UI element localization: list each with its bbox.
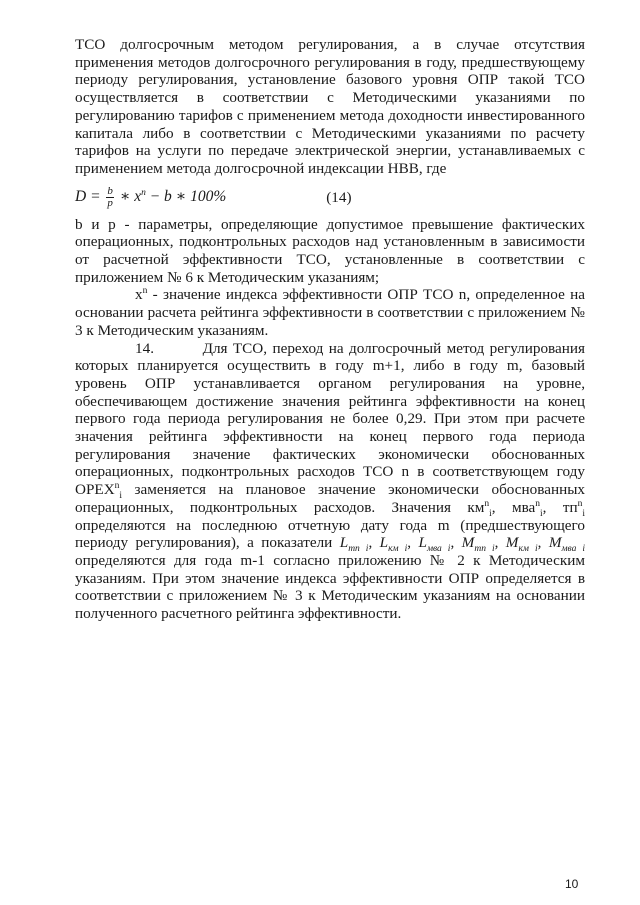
symbol-x-exponent: n <box>142 286 148 297</box>
paragraph-3 <box>75 286 585 339</box>
m-km-symbol: $M_{км i}$ <box>505 534 538 555</box>
km-symbol: км <box>467 498 485 516</box>
paragraph-4-part-b: заменяется на плановое значение экономически обоснованных операционных, подконтрольных расходов. Значения <box>75 481 585 516</box>
opex-symbol: OPEX <box>75 481 115 499</box>
formula-expression: D = $\frac{b}{p}$ ∗ $x^n - b$ ∗ 100% <box>75 185 227 210</box>
document-page <box>75 36 585 623</box>
mva-symbol: мва <box>511 498 536 516</box>
l-tp-symbol: $L_{тп i}$ <box>339 534 369 555</box>
fraction-b-over-p: $\frac{b}{p}$ <box>107 185 113 210</box>
symbol-x: x <box>135 286 143 304</box>
l-km-symbol: $L_{км i}$ <box>379 534 408 555</box>
equation-number: (14) <box>326 188 352 206</box>
paragraph-3-text: - значение индекса эффективности ОПР ТСО n, определенное на основании расчета рейтинга эффективности в соответствии с приложением № 3 к Методическим указаниям. <box>75 286 585 339</box>
paragraph-4-part-a: Для ТСО, переход на долгосрочный метод регулирования которых планируется осуществить в году m+1, либо в году m, базовый уровень ОПР устанавливается органом регулирования на уровне, обеспечивающем достижение значения рейтинга эффективности на конец первого года периода регулирования не более 0,29. При этом при расчете значения рейтинга эффективности на конец первого года периода регулирования значение фактических экономически обоснованных операционных, подконтрольных расходов ТСО n в соответствующем году <box>75 339 586 481</box>
paragraph-4-part-c: определяются на последнюю отчетную дату года m (предшествующего периоду регулирования), а показатели <box>75 516 585 552</box>
m-tp-symbol: $M_{тп i}$ <box>461 534 495 555</box>
page-number: 10 <box>565 877 579 891</box>
paragraph-2: b и p - параметры, определяющие допустимое превышение фактических операционных, подконтрольных расходов над установленным в зависимости от расчетной эффективности ТСО, установленные в соответствии с приложением № 6 к Методическим указаниям; <box>75 215 585 286</box>
tp-symbol: тп <box>562 498 578 516</box>
paragraph-1: ТСО долгосрочным методом регулирования, а в случае отсутствия применения методов долгосрочного регулирования в году, предшествующему периоду регулирования, установление базового уровня ОПР такой ТСО осуществляется в соответствии с Методическими указаниями по регулированию тарифов с применением метода доходности инвестированного капитала либо в соответствии с Методическими указаниями по расчету тарифов на услуги по передаче электрической энергии, устанавливаемых с применением метода долгосрочной индексации НВВ, где <box>75 36 585 177</box>
paragraph-4-part-d: определяются для года m-1 согласно приложению № 2 к Методическим указаниям. При этом значение индекса эффективности ОПР определяется в соответствии с приложением № 3 к Методическим указаниям на основании полученного расчетного рейтинга эффективности. <box>75 551 585 623</box>
l-mva-symbol: $L_{мва i}$ <box>418 534 451 555</box>
paragraph-4: 14. Для ТСО, переход на долгосрочный метод регулирования которых планируется осуществить в году m+1, либо в году m, базовый уровень ОПР устанавливается органом регулирования на уровне, обеспечивающем достижение значения рейтинга эффективности на конец первого года периода регулирования не более 0,29. При этом при расчете значения рейтинга эффективности на конец первого года периода регулирования значение фактических экономически обоснованных операционных, подконтрольных расходов ТСО n в соответствующем году $OPEX^n_i$ заменяется на плановое значение экономически обоснованных операционных, подконтрольных расходов. Значения $км^n_i$, мва$^n_i$, $тп^n_i$ определяются на последнюю отчетную дату года m (предшествующего периоду регулирования), а показатели $L_{тп i}$, $L_{км i}$, $L_{мва i}$, $M_{тп i}$, $M_{км i}$, $M_{мва i}$ определяются для года m-1 согласно приложению № 2 к Методическим указаниям. При этом значение индекса эффективности ОПР определяется в соответствии с приложением № 3 к Методическим указаниям на основании полученного расчетного рейтинга эффективности. <box>75 339 586 623</box>
m-mva-symbol: $M_{мва i}$ <box>548 534 585 555</box>
formula-14 <box>75 180 585 216</box>
clause-number: 14. <box>135 339 154 357</box>
